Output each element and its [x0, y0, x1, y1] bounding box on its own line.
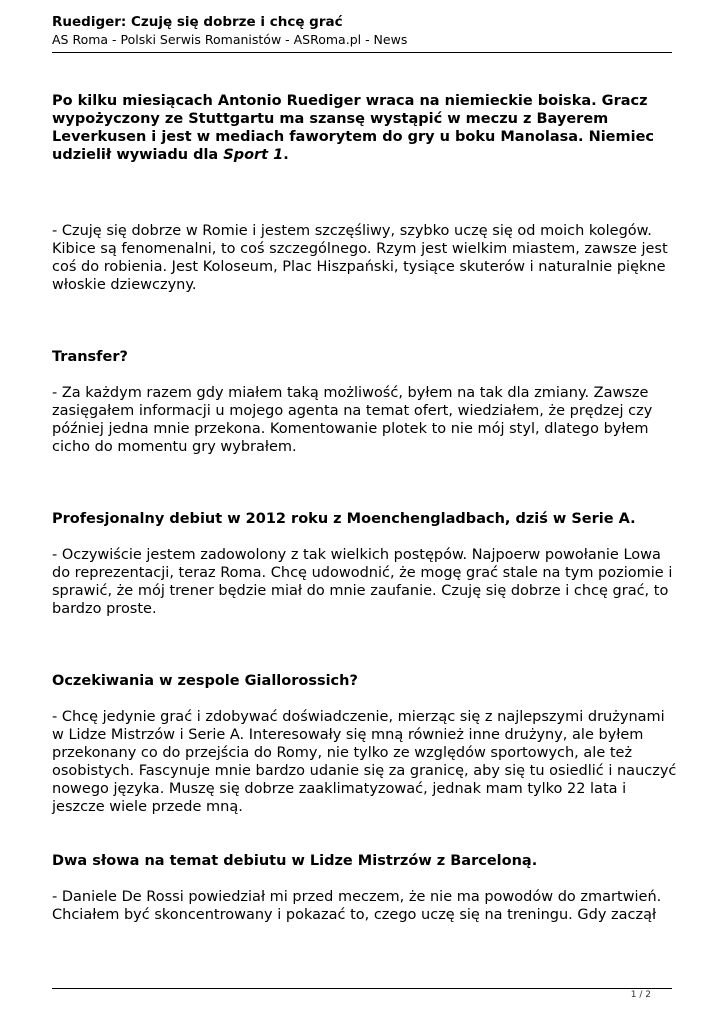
answer-paragraph-1: - Czuję się dobrze w Romie i jestem szczęśliwy, szybko uczę się od moich kolegów. Kibice są fenomenalni, to coś szczególnego. Rzym jest wielkim miastem, zawsze jest coś do robienia. Jest Koloseum, Plac Hiszpański, tysiące skuterów i naturalnie piękne włoskie dziewczyny.	[52, 223, 668, 293]
header-divider	[52, 52, 672, 53]
article-title: Ruediger: Czuję się dobrze i chcę grać	[52, 14, 343, 30]
lead-end: .	[283, 147, 289, 163]
question-heading-5: Dwa słowa na temat debiutu w Lidze Mistrzów z Barceloną.	[52, 853, 538, 869]
footer-divider	[52, 988, 672, 989]
question-heading-4: Oczekiwania w zespole Giallorossich?	[52, 673, 358, 689]
article-lead	[52, 92, 678, 164]
article-body	[52, 92, 678, 924]
question-heading-3: Profesjonalny debiut w 2012 roku z Moenchengladbach, dziś w Serie A.	[52, 511, 636, 527]
page-header	[52, 14, 672, 48]
answer-paragraph-3: - Oczywiście jestem zadowolony z tak wielkich postępów. Najpoerw powołanie Lowa do reprezentacji, teraz Roma. Chcę udowodnić, że mogę grać stale na tym poziomie i sprawić, że mój trener będzie miał do mnie zaufanie. Czuję się dobrze i chcę grać, to bardzo proste.	[52, 547, 673, 617]
lead-text: Po kilku miesiącach Antonio Ruediger wraca na niemieckie boiska. Gracz wypożyczony ze Stuttgartu ma szansę wystąpić w meczu z Bayerem Leverkusen i jest w mediach faworytem do gry u boku Manolasa. Niemiec udzielił wywiadu dla	[52, 93, 655, 163]
answer-paragraph-2: - Za każdym razem gdy miałem taką możliwość, byłem na tak dla zmiany. Zawsze zasięgałem informacji u mojego agenta na temat ofert, wiedziałem, że prędzej czy później jedna mnie przekona. Komentowanie plotek to nie mój styl, dlatego byłem cicho do momentu gry wybrałem.	[52, 385, 653, 455]
lead-source: Sport 1	[223, 147, 284, 163]
answer-paragraph-5: - Daniele De Rossi powiedział mi przed meczem, że nie ma powodów do zmartwień. Chciałem być skoncentrowany i pokazać to, czego uczę się na treningu. Gdy zaczął	[52, 889, 662, 923]
site-subtitle: AS Roma - Polski Serwis Romanistów - ASRoma.pl - News	[52, 32, 408, 47]
answer-paragraph-4: - Chcę jedynie grać i zdobywać doświadczenie, mierząc się z najlepszymi drużynami w Lidze Mistrzów i Serie A. Interesowały się mną również inne drużyny, ale byłem przekonany co do przejścia do Romy, nie tylko ze względów sportowych, ale też osobistych. Fascynuje mnie bardzo udanie się za granicę, aby się tu osiedlić i nauczyć nowego języka. Muszę się dobrze zaaklimatyzować, jednak mam tylko 22 lata i jeszcze wiele przede mną.	[52, 709, 677, 815]
question-heading-2: Transfer?	[52, 349, 128, 365]
page-number: 1 / 2	[630, 990, 651, 1000]
